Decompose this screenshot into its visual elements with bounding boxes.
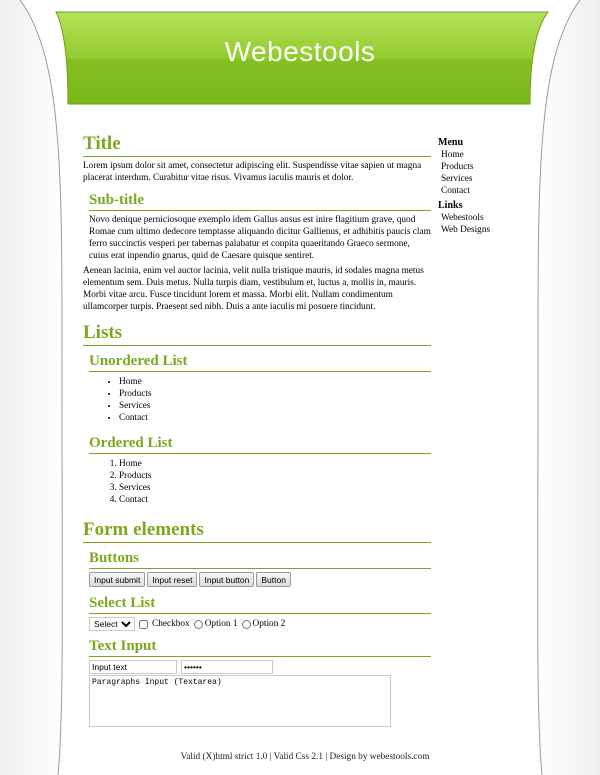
checkbox[interactable] xyxy=(139,620,148,629)
page-title: Title xyxy=(83,132,431,157)
option-2-label: Option 2 xyxy=(252,619,286,629)
sidebar-item-products[interactable]: Products xyxy=(441,162,474,172)
password-input[interactable] xyxy=(181,660,273,674)
select-row xyxy=(89,617,431,631)
buttons-heading: Buttons xyxy=(89,548,431,569)
input-submit-button[interactable]: Input submit xyxy=(89,572,145,587)
main-content xyxy=(83,132,431,727)
textarea-input[interactable] xyxy=(89,675,391,727)
site-title: Webestools xyxy=(224,36,376,67)
ordered-list xyxy=(83,458,431,506)
option-1-radio[interactable] xyxy=(194,620,203,629)
ordered-list-heading: Ordered List xyxy=(89,433,431,454)
sidebar-item-home[interactable]: Home xyxy=(441,150,464,160)
form-elements-heading: Form elements xyxy=(83,518,431,543)
sidebar-link-webestools[interactable]: Webestools xyxy=(441,213,484,223)
unordered-list xyxy=(83,376,431,424)
intro-paragraph: Lorem ipsum dolor sit amet, consectetur adipiscing elit. Suspendisse vitae sapien ut magna placerat interdum. Curabitur vitae risus. Vivamus iaculis mauris et dolor. xyxy=(83,161,422,183)
text-input[interactable] xyxy=(89,660,177,674)
select-list-heading: Select List xyxy=(89,593,431,614)
list-item: 3. Services xyxy=(119,482,431,494)
option-1-label: Option 1 xyxy=(204,619,238,629)
links-heading: Links xyxy=(438,200,463,211)
option-2-radio[interactable] xyxy=(242,620,251,629)
checkbox-label: Checkbox xyxy=(152,619,190,629)
buttons-row xyxy=(89,572,431,587)
list-item: • Services xyxy=(119,400,431,412)
button[interactable]: Button xyxy=(256,572,291,587)
lists-heading: Lists xyxy=(83,321,431,346)
text-input-heading: Text Input xyxy=(89,636,431,657)
list-item: 4. Contact xyxy=(119,494,431,506)
footer: Valid (X)html strict 1.0 | Valid Css 2.1 | Design by webestools.com xyxy=(180,752,430,762)
menu-heading: Menu xyxy=(438,137,463,148)
list-item: • Contact xyxy=(119,412,431,424)
list-item: 2. Products xyxy=(119,470,431,482)
select-dropdown[interactable] xyxy=(89,617,135,631)
input-button[interactable]: Input button xyxy=(199,572,254,587)
sidebar-item-contact[interactable]: Contact xyxy=(441,186,470,196)
subtitle-heading: Sub-title xyxy=(89,190,431,211)
input-reset-button[interactable]: Input reset xyxy=(147,572,197,587)
body-paragraph: Aenean lacinia, enim vel auctor lacinia, velit nulla tristique mauris, id sodales magna metus elementum sem. Duis metus. Nulla turpis diam, vestibulum et, luctus a, mollis in, mauris. Morbi vitae arcu. Fusce tincidunt lorem et massa. Morbi elit. Nullam condimentum ullamcorper turpis. Praesent sed nibh. Duis a ante iaculis mi posuere tincidunt. xyxy=(83,266,424,312)
list-item: • Home xyxy=(119,376,431,388)
list-item: 1. Home xyxy=(119,458,431,470)
list-item: • Products xyxy=(119,388,431,400)
sidebar-item-services[interactable]: Services xyxy=(441,174,473,184)
sidebar xyxy=(438,136,548,236)
sidebar-link-web-designs[interactable]: Web Designs xyxy=(441,225,491,235)
text-input-row xyxy=(89,660,431,674)
unordered-list-heading: Unordered List xyxy=(89,351,431,372)
subtitle-paragraph: Novo denique perniciosoque exemplo idem Gallus ausus est inire flagitium grave, quod Romae cum ultimo dedecore temptasse aliquando dicitur Gallienus, et adhibitis paucis clam ferro succinctis vesperi per tabernas palabatur et conpita quaeritando Graeco sermone, cuius erat inpendio gnarus, quid de Caesare quisque sentiret. xyxy=(89,215,431,261)
